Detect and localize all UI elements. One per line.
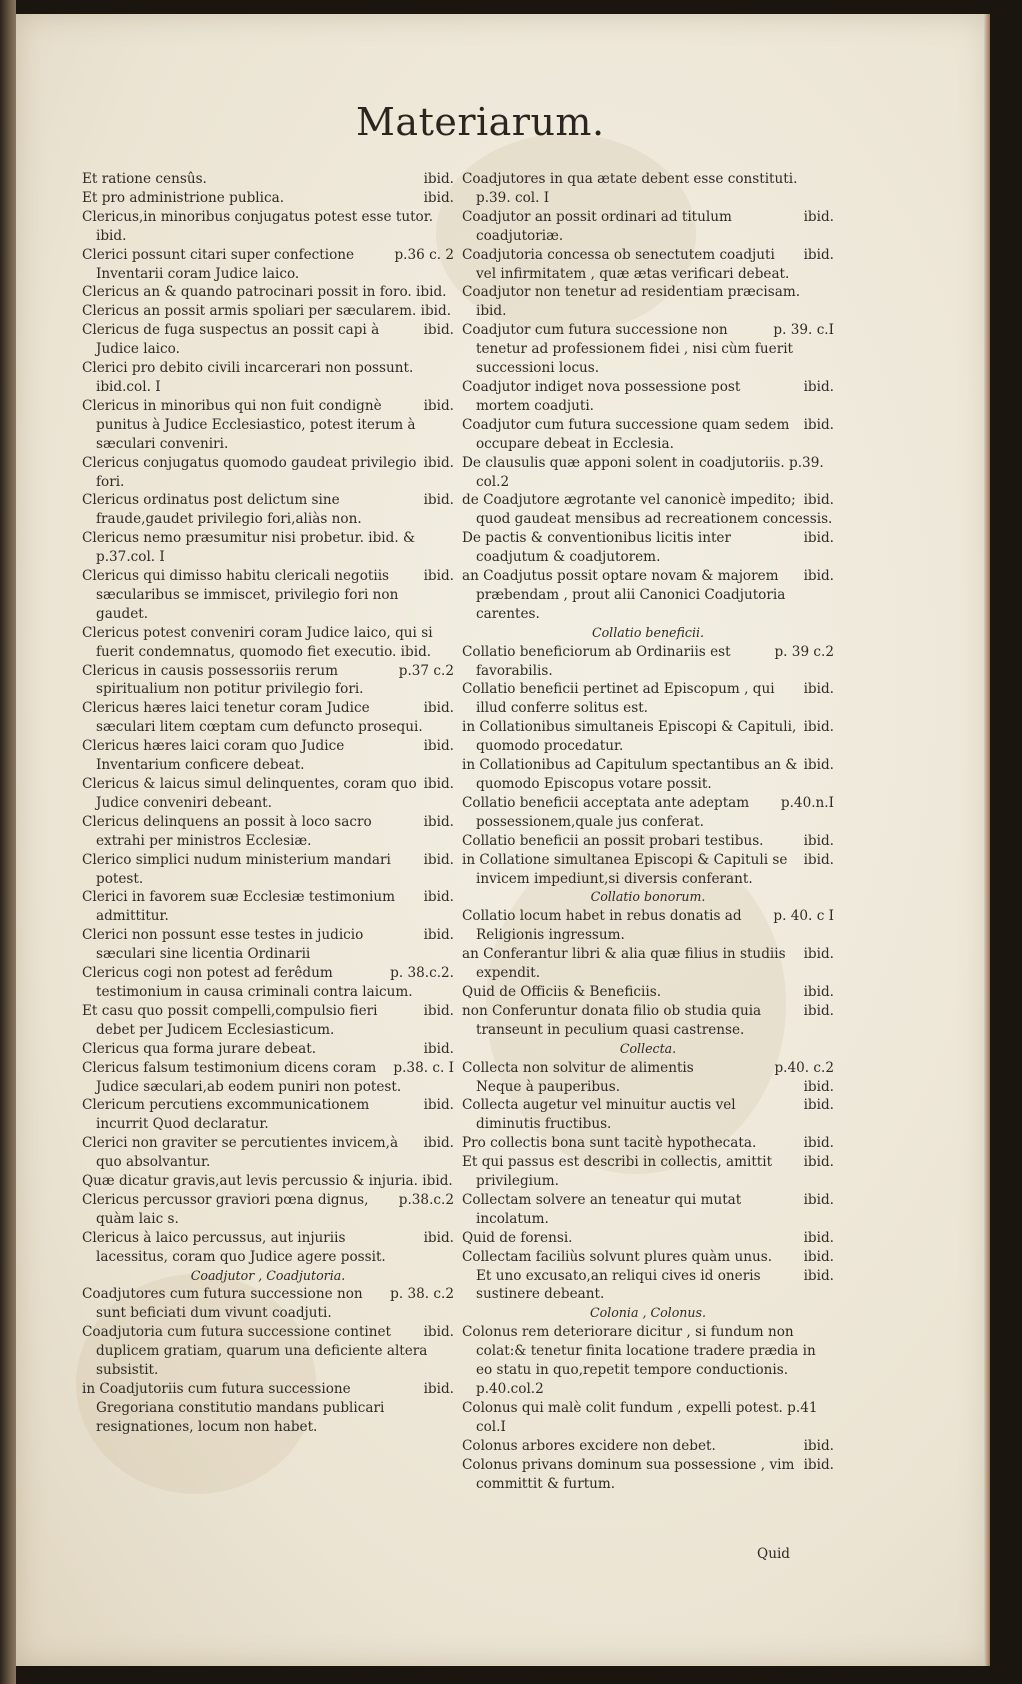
- page-reference: ibid.: [423, 813, 454, 830]
- entry-text: Clericus,in minoribus conjugatus potest esse tutor. ibid.: [82, 208, 434, 244]
- entry-text: Colonus qui malè colit fundum , expelli potest. p.41 col.I: [462, 1399, 818, 1435]
- page-reference: ibid.: [803, 1267, 834, 1284]
- index-entry: [462, 907, 834, 945]
- index-entry: [462, 1078, 834, 1097]
- index-entry: [82, 359, 454, 397]
- entry-text: Coadjutores cum futura successione non sunt beficiati dum vivunt coadjuti.: [82, 1286, 363, 1322]
- page-reference: ibid.: [423, 700, 454, 717]
- index-entry: [82, 246, 454, 284]
- page-reference: ibid.: [803, 851, 834, 868]
- index-entry: [82, 1323, 454, 1380]
- entry-text: Clericus hæres laici coram quo Judice Inventarium conficere debeat.: [82, 738, 345, 774]
- page-reference: ibid.: [803, 530, 834, 547]
- page-reference: ibid.: [423, 568, 454, 585]
- index-entry: [82, 699, 454, 737]
- index-entry: [462, 756, 834, 794]
- page-reference: ibid.: [423, 397, 454, 414]
- entry-text: Clericus hæres laici tenetur coram Judice sæculari litem cœptam cum defuncto prosequi.: [82, 700, 423, 736]
- page-reference: ibid.: [423, 927, 454, 944]
- entry-text: Clerici in favorem suæ Ecclesiæ testimonium admittitur.: [82, 889, 396, 925]
- index-entry: [462, 529, 834, 567]
- index-entry: [462, 1134, 834, 1153]
- index-entry: [82, 1285, 454, 1323]
- index-entry: [462, 1437, 834, 1456]
- index-entry: [82, 208, 454, 246]
- index-entry: [82, 1380, 454, 1437]
- entry-text: Clericus cogi non potest ad ferêdum testimonium in causa criminali contra laicum.: [82, 965, 413, 1000]
- entry-text: an Coadjutus possit optare novam & majorem præbendam , prout alii Canonici Coadjutoria carentes.: [462, 568, 786, 622]
- page-reference: ibid.: [803, 1097, 834, 1114]
- entry-text: Colonus arbores excidere non debet.: [462, 1437, 716, 1454]
- index-entry: [462, 643, 834, 681]
- page-reference: ibid.: [803, 208, 834, 225]
- entry-text: Et pro administrione publica.: [82, 189, 285, 206]
- page-reference: ibid.: [423, 1002, 454, 1019]
- section-heading: Coadjutor , Coadjutoria.: [190, 1267, 346, 1283]
- entry-text: Collatio locum habet in rebus donatis ad Religionis ingressum.: [462, 908, 742, 944]
- index-entry: [82, 397, 454, 454]
- entry-text: Clerici non possunt esse testes in judicio sæculari sine licentia Ordinarii: [82, 927, 364, 963]
- index-entry: [82, 662, 454, 700]
- entry-text: Collatio beneficii pertinet ad Episcopum , qui illud conferre solitus est.: [462, 681, 775, 717]
- entry-text: Colonus rem deteriorare dicitur , si fundum non colat:& tenetur finita locatione tradere prædia in eo statu in quo,repetit tempore conductionis. p.40.col.2: [462, 1324, 816, 1397]
- index-entry: [82, 1096, 454, 1134]
- index-entry: [82, 1191, 454, 1229]
- entry-text: Clericus nemo præsumitur nisi probetur. ibid. & p.37.col. I: [82, 530, 416, 566]
- index-entry: [462, 1267, 834, 1305]
- index-entry: [462, 283, 834, 321]
- index-entry: [82, 1040, 454, 1059]
- book-page: [16, 14, 990, 1666]
- index-entry: [82, 775, 454, 813]
- section-heading: Colonia , Colonus.: [589, 1305, 706, 1321]
- page-reference: p.38. c. I: [393, 1059, 454, 1076]
- entry-text: Clericus & laicus simul delinquentes, coram quo Judice conveniri debeant.: [82, 776, 417, 811]
- index-entry: [82, 1002, 454, 1040]
- index-entry: [462, 1153, 834, 1191]
- entry-text: Et qui passus est describi in collectis, amittit privilegium.: [462, 1154, 773, 1190]
- entry-text: Coadjutor cum futura successione non tenetur ad professionem fidei , nisi cùm fuerit successioni locus.: [462, 322, 794, 377]
- entry-text: Et ratione censûs.: [82, 171, 207, 187]
- page-reference: p.38.c.2: [398, 1191, 454, 1208]
- page-reference: p. 38.c.2.: [390, 965, 454, 982]
- entry-text: Collatio beneficiorum ab Ordinariis est favorabilis.: [462, 643, 731, 679]
- page-reference: ibid.: [803, 946, 834, 963]
- entry-text: Clerico simplici nudum ministerium mandari potest.: [82, 851, 391, 887]
- entry-text: Coadjutores in qua ætate debent esse constituti. p.39. col. I: [462, 171, 798, 206]
- page-reference: ibid.: [803, 681, 834, 698]
- page-reference: ibid.: [803, 1078, 834, 1095]
- index-entry: [462, 680, 834, 718]
- page-reference: ibid.: [423, 454, 454, 471]
- index-entry: [82, 888, 454, 926]
- catchword: Quid: [757, 1546, 790, 1562]
- index-entry: [462, 454, 834, 492]
- entry-text: Clericus falsum testimonium dicens coram Judice sæculari,ab eodem puniri non potest.: [82, 1059, 402, 1095]
- entry-text: Quid de Officiis & Beneficiis.: [462, 983, 662, 1000]
- entry-text: Pro collectis bona sunt tacitè hypothecata.: [462, 1135, 757, 1152]
- entry-text: in Collatione simultanea Episcopi & Capituli se invicem impediunt,si diversis conferant.: [462, 851, 788, 887]
- page-reference: ibid.: [803, 1229, 834, 1246]
- index-entry: [462, 246, 834, 284]
- entry-text: Collatio beneficii an possit probari testibus.: [462, 832, 764, 849]
- entry-text: Coadjutoria concessa ob senectutem coadjuti vel infirmitatem , quæ ætas verificari debeat.: [462, 246, 790, 282]
- index-entry: [462, 1323, 834, 1399]
- entry-text: Clerici non graviter se percutientes invicem,à quo absolvantur.: [82, 1135, 399, 1171]
- page-reference: p.36 c. 2: [394, 246, 454, 263]
- index-entry: [462, 718, 834, 756]
- index-entry: [462, 416, 834, 454]
- page-reference: ibid.: [423, 1381, 454, 1397]
- entry-text: Clericus ordinatus post delictum sine fraude,gaudet privilegio fori,aliàs non.: [82, 492, 362, 528]
- index-entry: [462, 851, 834, 889]
- entry-text: in Coadjutoriis cum futura successione Gregoriana constitutio mandans publicari resignationes, locum non habet.: [82, 1381, 385, 1435]
- index-entry: [462, 170, 834, 208]
- index-entry: [82, 1059, 454, 1097]
- page-reference: ibid.: [803, 1191, 834, 1208]
- entry-text: De pactis & conventionibus licitis inter coadjutum & coadjutorem.: [462, 530, 731, 566]
- index-entry: [462, 1456, 834, 1494]
- entry-text: Clericus delinquens an possit à loco sacro extrahi per ministros Ecclesiæ.: [82, 813, 372, 849]
- index-entry: [462, 794, 834, 832]
- page-reference: ibid.: [803, 1437, 834, 1454]
- entry-text: Clericus an & quando patrocinari possit in foro. ibid.: [82, 284, 447, 301]
- index-entry: [82, 170, 454, 189]
- index-entry: [82, 737, 454, 775]
- page-reference: ibid.: [423, 1229, 454, 1246]
- index-entry: [82, 454, 454, 492]
- page-reference: p.37 c.2: [398, 662, 454, 679]
- entry-text: Collecta augetur vel minuitur auctis vel diminutis fructibus.: [462, 1097, 736, 1133]
- entry-text: Et uno excusato,an reliqui cives id oneris sustinere debeant.: [476, 1267, 761, 1303]
- page-reference: p.40. c.2: [774, 1059, 834, 1076]
- index-entry: [462, 378, 834, 416]
- index-entry: [462, 1002, 834, 1040]
- page-reference: ibid.: [803, 246, 834, 263]
- index-entry: [82, 321, 454, 359]
- entry-text: Clericum percutiens excommunicationem incurrit Quod declaratur.: [82, 1097, 370, 1133]
- index-entry: [82, 624, 454, 662]
- entry-text: in Collationibus ad Capitulum spectantibus an & quomodo Episcopus votare possit.: [462, 757, 798, 792]
- page-reference: ibid.: [423, 1135, 454, 1152]
- entry-text: Coadjutor cum futura successione quam sedem occupare debeat in Ecclesia.: [462, 416, 790, 452]
- index-entry: [462, 832, 834, 851]
- page-reference: p.40.n.I: [780, 794, 834, 811]
- page-reference: ibid.: [803, 378, 834, 395]
- page-reference: p. 38. c.2: [390, 1286, 454, 1303]
- page-reference: ibid.: [423, 492, 454, 509]
- page-reference: ibid.: [423, 1040, 454, 1057]
- entry-text: Clericus potest conveniri coram Judice laico, qui si fuerit condemnatus, quomodo fiet executio. ibid.: [82, 624, 433, 660]
- index-entry: [82, 964, 454, 1002]
- page-reference: ibid.: [803, 568, 834, 585]
- book-binding: [0, 0, 16, 1684]
- index-entry: [82, 926, 454, 964]
- index-entry: [82, 1229, 454, 1267]
- page-reference: ibid.: [803, 492, 834, 509]
- index-entry: [82, 813, 454, 851]
- entry-text: Coadjutor indiget nova possessione post mortem coadjuti.: [462, 378, 741, 414]
- entry-text: Clericus qui dimisso habitu clericali negotiis sæcularibus se immiscet, privilegio fori non gaudet.: [82, 568, 399, 622]
- page-reference: ibid.: [423, 322, 454, 339]
- page-reference: ibid.: [423, 1097, 454, 1114]
- page-reference: ibid.: [423, 738, 454, 755]
- entry-text: Clerici pro debito civili incarcerari non possunt. ibid.col. I: [82, 360, 414, 395]
- entry-text: an Conferantur libri & alia quæ filius in studiis expendit.: [462, 946, 786, 982]
- index-entry: [82, 1172, 454, 1191]
- page-reference: ibid.: [803, 983, 834, 1000]
- entry-text: Collecta non solvitur de alimentis: [462, 1059, 694, 1076]
- entry-text: Coadjutor an possit ordinari ad titulum coadjutoriæ.: [462, 208, 732, 244]
- index-entry: [462, 983, 834, 1002]
- index-entry: [462, 208, 834, 246]
- page-reference: ibid.: [803, 416, 834, 433]
- section-heading: Collatio bonorum.: [590, 889, 706, 905]
- page-reference: p. 40. c I: [773, 908, 834, 925]
- entry-text: Clericus à laico percussus, aut injuriis lacessitus, coram quo Judice agere possit.: [82, 1229, 386, 1265]
- page-reference: ibid.: [803, 1248, 834, 1265]
- index-entry: [462, 1229, 834, 1248]
- entry-text: Clericus in minoribus qui non fuit condignè punitus à Judice Ecclesiastico, potest iterum à sæculari conveniri.: [82, 397, 416, 452]
- page-reference: ibid.: [803, 719, 834, 736]
- index-entry: [462, 945, 834, 983]
- index-entry: [82, 283, 454, 302]
- entry-text: De clausulis quæ apponi solent in coadjutoriis. p.39. col.2: [462, 454, 824, 490]
- entry-text: Clericus qua forma jurare debeat.: [82, 1040, 317, 1057]
- entry-text: non Conferuntur donata filio ob studia quia transeunt in peculium quasi castrense.: [462, 1002, 762, 1038]
- entry-text: Clericus percussor graviori pœna dignus, quàm laic s.: [82, 1191, 369, 1227]
- index-entry: [82, 1134, 454, 1172]
- index-entry: [462, 1248, 834, 1267]
- page-title: Materiarum.: [356, 100, 605, 144]
- page-reference: ibid.: [423, 851, 454, 868]
- page-reference: p. 39 c.2: [774, 643, 834, 660]
- index-entry: [82, 302, 454, 321]
- page-reference: ibid.: [423, 776, 454, 792]
- index-entry: [82, 491, 454, 529]
- entry-text: de Coadjutore ægrotante vel canonicè impedito; quod gaudeat mensibus ad recreationem concessis.: [462, 492, 833, 528]
- index-entry: [462, 1096, 834, 1134]
- index-entry: [462, 321, 834, 378]
- entry-text: Clericus conjugatus quomodo gaudeat privilegio fori.: [82, 454, 417, 490]
- entry-text: Collatio beneficii acceptata ante adeptam possessionem,quale jus conferat.: [462, 794, 750, 830]
- entry-text: Quid de forensi.: [462, 1229, 573, 1246]
- entry-text: Colonus privans dominum sua possessione , vim committit & furtum.: [462, 1456, 795, 1492]
- entry-text: Clerici possunt citari super confectione Inventarii coram Judice laico.: [82, 246, 355, 282]
- section-heading: Collecta.: [619, 1040, 677, 1056]
- index-entry: [462, 1191, 834, 1229]
- page-reference: ibid.: [423, 1324, 454, 1341]
- index-column-right: [462, 170, 834, 1493]
- page-edge: [984, 14, 990, 1666]
- index-entry: [462, 567, 834, 624]
- entry-text: Neque à pauperibus.: [476, 1078, 621, 1095]
- page-reference: ibid.: [803, 1135, 834, 1152]
- entry-text: in Collationibus simultaneis Episcopi & Capituli, quomodo procedatur.: [462, 719, 797, 755]
- page-reference: ibid.: [803, 757, 834, 774]
- page-reference: ibid.: [803, 1154, 834, 1171]
- index-entry: [82, 529, 454, 567]
- page-reference: p. 39. c.I: [773, 322, 834, 339]
- entry-text: Clericus in causis possessoriis rerum spiritualium non potitur privilegio fori.: [82, 662, 364, 698]
- index-column-left: [82, 170, 454, 1437]
- index-entry: [462, 1399, 834, 1437]
- index-entry: [82, 189, 454, 208]
- page-reference: ibid.: [803, 832, 834, 849]
- page-reference: ibid.: [423, 889, 454, 906]
- index-entry: [82, 851, 454, 889]
- entry-text: Clericus an possit armis spoliari per sæcularem. ibid.: [82, 303, 452, 320]
- page-reference: ibid.: [423, 171, 454, 187]
- section-heading: Collatio beneficii.: [591, 624, 705, 640]
- entry-text: Collectam faciliùs solvunt plures quàm unus.: [462, 1248, 773, 1265]
- entry-text: Collectam solvere an teneatur qui mutat incolatum.: [462, 1191, 742, 1227]
- entry-text: Coadjutor non tenetur ad residentiam præcisam. ibid.: [462, 284, 801, 320]
- page-reference: ibid.: [803, 1002, 834, 1019]
- index-entry: [462, 491, 834, 529]
- entry-text: Clericus de fuga suspectus an possit capi à Judice laico.: [82, 322, 380, 358]
- entry-text: Coadjutoria cum futura successione continet duplicem gratiam, quarum una deficiente altera subsistit.: [82, 1324, 428, 1379]
- entry-text: Quæ dicatur gravis,aut levis percussio & injuria. ibid.: [82, 1173, 453, 1190]
- page-reference: ibid.: [423, 189, 454, 206]
- index-entry: [82, 567, 454, 624]
- index-entry: [462, 1059, 834, 1078]
- page-reference: ibid.: [803, 1456, 834, 1473]
- entry-text: Et casu quo possit compelli,compulsio fieri debet per Judicem Ecclesiasticum.: [82, 1002, 378, 1038]
